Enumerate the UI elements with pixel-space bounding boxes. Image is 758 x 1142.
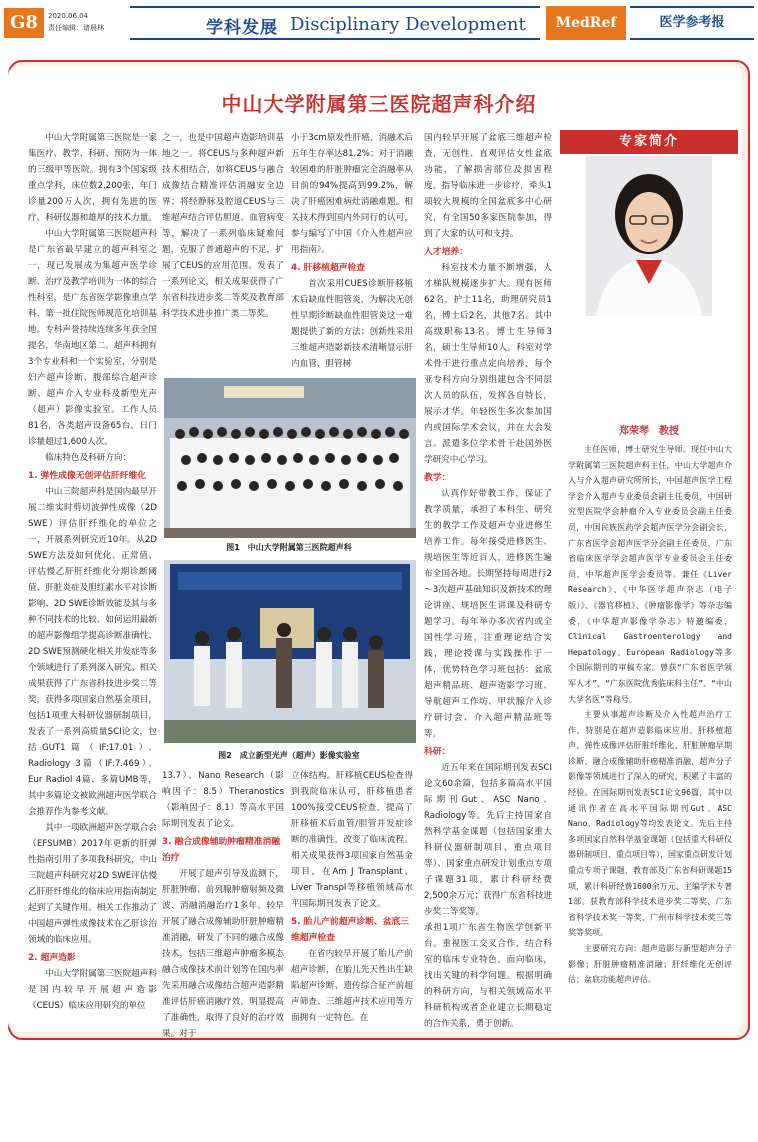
column-3-bottom <box>291 768 413 1030</box>
paragraph: 首次采用CUES诊断肝移植术后缺血性胆管炎，为解决无创性早期诊断缺血性胆管炎这一难题提供了新的方法；创新性采用三维超声造影新技术清晰显示肝内血管、胆管树 <box>291 279 413 369</box>
paragraph: 近五年来在国际期刊发表SCI论文60余篇，包括多篇高水平国际期刊Gut、ASC Nano、Radiology等。先后主持国家自然科学基金课题（包括国家重大科研仪器研制项目、重点项目等）、国家重点研发计划重点专项子课题31项，累计科研经费2,500余万元；获得广东省科技进步奖二等奖等。 <box>424 763 552 917</box>
paragraph: 之一，也是中国超声造影培训基地之一。将CEUS与多种超声新技术相结合，如将CEUS与融合成像结合精准评估消融安全边界；将经静脉及腔道CEUS与三维超声结合评估胆道、血管病变等，解决了一系列临床疑难问题，克服了普通超声的不足，扩展了CEUS的应用范围。发表了一系列论文，相关成果获得了广东省科技进步奖二等奖及教育部科学技术进步推广类二等奖。 <box>162 133 284 319</box>
paragraph: 国内较早开展了盆底三维超声检查，无创性、直观评估女性盆底功能，了解损害部位及损害程度，指导临床进一步诊疗，牵头1项较大规模的全国盆底多中心研究，有全国50多家医院参加，得到了大家的认可和支持。 <box>424 133 552 239</box>
paragraph: 科室技术力量不断增强，人才梯队规模逐步扩大。现有医师62名，护士11名，助理研究员1名，博士后2名，其他7名。其中高级职称13名。博士生导师3名，硕士生导师10人。科室对学术骨干进行重点定向培养，每个亚专科方向分别组建包含不同层次人员的队伍，发挥各自特长，展示才华。年轻医生多次参加国内或国际学术会议，并在大会发言。派遣多位学术骨干赴国外医学研究中心学习。 <box>424 263 552 465</box>
subheading: 科研： <box>424 747 451 757</box>
sidebar-heading: 专家简介 <box>560 130 738 154</box>
paragraph: 小于3cm原发性肝癌，消融术后五年生存率达81.2%；对于消融较困难的肝脏肿瘤完全消融率从目前的94%提高到99.2%，解决了肝癌困难病灶消融难题。相关技术得到国内外同行的认可，参与编写了中国《介入性超声应用指南》。 <box>291 133 413 255</box>
group-photo <box>164 378 416 538</box>
column-1 <box>28 130 157 1025</box>
paragraph: 主要从事超声诊断及介入性超声治疗工作，特别是在超声造影临床应用、肝移植超声、弹性成像评估肝脏纤维化、肝脏肿瘤早期诊断、融合成像辅助肝癌精准消融、超声分子影像等领域进行了深入的研究，积累了丰富的经验。在国际期刊发表SCI论文96篇，其中以通讯作者在高水平国际期刊Gut、ASC Nano、Radiology等均发表论文。先后主持多项国家自然科学基金课题（包括重大科研仪器研制项目、重点项目等），国家重点研发计划重点专项子课题，教育部及广东省科研课题15项，累计科研经费1600余万元，主编学术专著1部。获教育部科学技术进步奖二等奖、广东省科学技术奖一等奖、广州市科学技术奖三等奖等奖项。 <box>568 710 732 938</box>
expert-name: 郑荣琴 教授 <box>619 426 679 437</box>
expert-bio <box>568 442 732 1142</box>
paragraph: 主任医师，博士研究生导师。现任中山大学附属第三医院超声科主任，中山大学超声介入与介入超声研究所所长，中国超声医学工程学会介入超声专业委员会副主任委员，中国研究型医院学会肿瘤介入专业委员会副主任委员，中国民族医药学会超声医学分会副会长，广东省医学会超声医学分会副主任委员，广东省临床医学学会超声医学专业委员会主任委员，中华超声医学会委员等。兼任《Liver Research》、《中华医学超声杂志（电子版）》、《器官移植》、《肿瘤影像学》等杂志编委，《中华超声影像学杂志》特邀编委，Clinical Gastroenterology and Hepatology、European Radiology等多个国际期刊的审稿专家。曾获“广东省医学领军人才”、“广东医院优秀临床科主任”、“中山大学名医”等称号。 <box>568 445 732 704</box>
subheading: 1. 弹性成像无创评估肝纤维化 <box>28 471 147 481</box>
section-title-cn: 学科发展 <box>206 18 278 38</box>
figure-caption: 图2 成立新型光声（超声）影像实验室 <box>218 751 360 760</box>
paragraph: 中山大学附属第三医院是一家集医疗、教学、科研、预防为一体的三级甲等医院。拥有3个国家级重点学科，床位数2,200张，年门诊量200万人次，拥有先进的医疗、科研仪器和雄厚的技术力量。 <box>28 133 157 223</box>
paragraph: 13.7）、Nano Research（影响因子：8.5）Theranostics（影响因子：8.1）等高水平国际期刊发表了论文。 <box>162 771 284 829</box>
paragraph: 中山三院超声科是国内最早开展二维实时剪切波弹性成像（2D SWE）评估肝纤维化的单位之一，开展系列研究近10年。从2D SWE方法及如何优化、正常值、评估慢乙肝肝纤维化分期诊断阈值、肝脏炎症及胆红素水平对诊断影响、2D SWE诊断效能及其与多种不同技术的比较、如何运用最新的超声影像组学提高诊断准确性、2D SWE预测硬化相关并发症等多个领域进行了系列深入研究。相关成果获得了广东省科技进步奖二等奖，获得多项国家自然基金项目，包括1项重大科研仪器研制项目，发表了一系列高质量SCI论文，包括GUT1篇（IF:17.01）、Radiology 3篇（IF:7.469）、Eur Radiol 4篇、多篇UMB等，其中多篇论文被欧洲超声医学联合会推荐作为参考文献。 <box>28 487 157 817</box>
brand-name-cn: 医学参考报 <box>630 6 754 40</box>
photo-block <box>160 378 418 763</box>
paragraph: 认真作好带教工作，保证了教学质量，承担了本科生、研究生的教学工作及超声专业进修生培养工作。每年接受进修医生、规培医生等近百人，进修医生遍布全国各地。长期坚持每周进行2～3次超声基础知识及新技术的理论讲座、规培医生讲课及科研专题学习。每年举办多次省内或全国性学习班，注重理论结合实践，理论授课与实践操作于一体，优势特色学习班包括：盆底超声精品班、超声造影学习班、导航超声工作坊、甲状腺介入诊疗研讨会、介入超声精品班等等。 <box>424 489 552 739</box>
paragraph: 主要研究方向：超声造影与新型超声分子影像；肝脏肿瘤精准消融；肝纤维化无创评估；盆底功能超声评估。 <box>568 944 732 985</box>
paragraph: 在省内较早开展了胎儿产前超声诊断，在胎儿先天性出生缺陷超声诊断、遗传综合征产前超声筛查、三维超声技术应用等方面拥有一定特色。在 <box>291 949 413 1023</box>
paragraph: 临床特色及科研方向： <box>45 453 132 463</box>
figure-caption: 图1 中山大学附属第三医院超声科 <box>226 543 352 552</box>
subheading: 人才培养： <box>424 247 468 257</box>
section-band <box>130 6 540 40</box>
editor-credit: 责任编辑：诸晨林 <box>48 24 104 32</box>
paragraph: 其中一项欧洲超声医学联合会（EFSUMB）2017年更新的肝弹性指南引用了多项我科研究，中山三院超声科研究对2D SWE评估慢乙肝肝纤维化的临床应用指南制定起到了关键作用。相关工作推动了中国超声弹性成像技术在乙肝诊治领域的临床应用。 <box>28 823 157 945</box>
page-header <box>0 0 758 46</box>
ceremony-photo <box>164 560 416 743</box>
page-number: G8 <box>4 8 44 38</box>
paragraph: 立体结构。肝移植CEUS检查得到我院临床认可，肝移植患者100%接受CEUS检查，提高了肝移植术后血管/胆管并发症诊断的准确性，改变了临床流程。相关成果获得3项国家自然基金项目，在Am J Transplant、Liver Transpl等移植领域高水平国际期刊发表了论文。 <box>291 771 413 909</box>
article-title: 中山大学附属第三医院超声科介绍 <box>221 92 537 116</box>
subheading: 4. 肝移植超声检查 <box>291 263 366 273</box>
issue-date: 2020.06.04 <box>48 12 89 20</box>
paragraph: 开展了超声引导及监测下，肝脏肿瘤、前列腺肿瘤射频及微波、消融消融治疗1多年。较早开展了融合成像辅助肝脏肿瘤精准消融，研发了不同的融合成像技术，包括三维超声肿瘤多模态融合成像技术前计划等在国内率先采用融合成像结合超声造影精准评估肝癌消融疗效，明显提高了准确性，取得了良好的治疗效果。对于 <box>162 869 284 1039</box>
subheading: 3. 融合成像辅助肿瘤精准消融治疗 <box>162 837 281 863</box>
paragraph: 中山大学附属第三医院超声科是国内较早开展超声造影（CEUS）临床应用研究的单位 <box>28 969 157 1011</box>
column-3-top <box>291 130 413 368</box>
subheading: 5. 胎儿产前超声诊断、盆底三维超声检查 <box>291 917 410 943</box>
paragraph: 中山大学附属第三医院超声科是广东省最早建立的超声科室之一，现已发展成为集超声医学诊断、治疗及教学培训为一体的综合性科室，是广东省医学影像重点学科、第一批住院医师规范化培训基地。专科声誉持续连续多年获全国提名，华南地区第二。超声科拥有3个专业科和一个实验室，分别是妇产超声诊断、腹部综合超声诊断、超声介入专业科及新型光声（超声）影像实验室。工作人员81名，各类超声设备65台，日门诊量超过1,600人次。 <box>28 229 157 447</box>
subheading: 2. 超声造影 <box>28 953 76 963</box>
column-4 <box>424 130 552 1029</box>
expert-portrait <box>586 156 712 316</box>
paragraph: 承担1项广东省生物医学创新平台。重视医工交叉合作，结合科室的临床专业特色，面向临床，找出关键的科学问题。根据明确的科研方向，与相关领域高水平科研机构或者企业建立长期稳定的合作关系，勇于创新。 <box>424 923 552 1029</box>
brand-logo: MedRef <box>546 6 626 40</box>
expert-sidebar <box>560 130 738 1035</box>
section-title-en: Disciplinary Development <box>290 14 526 35</box>
column-2-bottom <box>162 768 284 1039</box>
subheading: 教学： <box>424 473 451 483</box>
column-2-top <box>162 130 284 368</box>
header-meta <box>48 10 104 34</box>
